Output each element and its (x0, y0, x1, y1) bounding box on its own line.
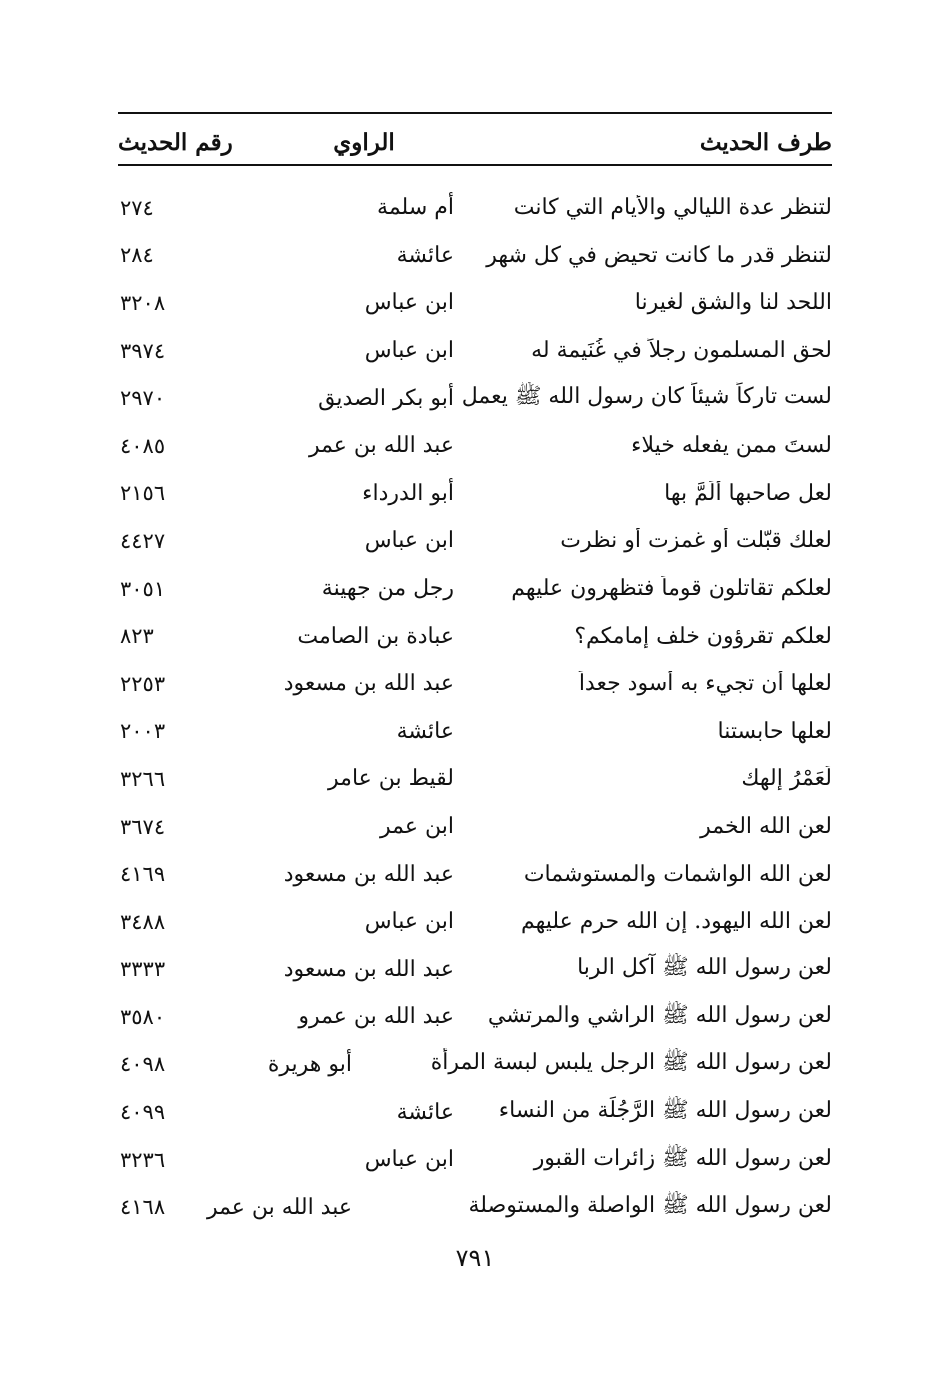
table-row (118, 470, 832, 518)
hadith-rawi: ابن عباس (364, 528, 454, 554)
hadith-rawi: عبد الله بن عمر (308, 433, 454, 459)
hadith-tarf: لعن رسول الله ﷺ زائرات القبور (533, 1145, 832, 1171)
hadith-number: ٣٤٨٨ (120, 909, 166, 934)
hadith-number: ٣٩٧٤ (120, 338, 166, 363)
hadith-number: ٤٠٩٨ (120, 1052, 166, 1077)
hadith-tarf: لتنظر عدة الليالي والأيام التي كانت (513, 195, 832, 221)
hadith-number: ٣٠٥١ (120, 576, 166, 601)
hadith-tarf: لعلكم تقرؤون خلف إمامكم؟ (574, 623, 832, 649)
hadith-rawi: رجل من جهينة (321, 576, 454, 602)
hadith-number: ٣٢٣٦ (120, 1147, 166, 1172)
hadith-rawi: ابن عباس (364, 290, 454, 316)
table-row (118, 1041, 832, 1089)
table-row (118, 708, 832, 756)
table-header (118, 120, 832, 166)
hadith-rawi: ابن عباس (364, 909, 454, 935)
hadith-number: ٢٧٤ (120, 195, 154, 220)
hadith-number: ٣٢٠٨ (120, 290, 166, 315)
hadith-number: ٤١٦٩ (120, 862, 166, 887)
hadith-tarf: لعن رسول الله ﷺ آكل الربا (577, 955, 832, 981)
hadith-tarf: لعل صاحبها ألَمَّ بها (664, 480, 832, 506)
hadith-rawi: أبو الدرداء (362, 480, 454, 506)
hadith-number: ٤٠٨٥ (120, 433, 166, 458)
hadith-rawi: عبد الله بن مسعود (283, 861, 454, 887)
hadith-tarf: لعن رسول الله ﷺ الرَّجُلَة من النساء (498, 1098, 832, 1124)
table-row (118, 184, 832, 232)
hadith-rawi: عبد الله بن مسعود (283, 671, 454, 697)
hadith-tarf: لعلها أن تجيء به أسود جعداً (578, 671, 832, 697)
hadith-number: ٢٠٠٣ (120, 719, 166, 744)
hadith-tarf: لعن رسول الله ﷺ الرجل يلبس لبسة المرأة (430, 1050, 832, 1076)
table-row (118, 755, 832, 803)
hadith-tarf: لعن الله اليهود. إن الله حرم عليهم (520, 909, 832, 935)
hadith-list (118, 184, 832, 1231)
header-tarf: طرف الحديث (699, 128, 832, 156)
hadith-rawi: عبد الله بن مسعود (283, 956, 454, 982)
table-row (118, 850, 832, 898)
hadith-number: ٢٩٧٠ (120, 386, 166, 411)
hadith-tarf: لتنظر قدر ما كانت تحيض في كل شهر (486, 242, 832, 268)
table-row (118, 565, 832, 613)
hadith-tarf: اللحد لنا والشق لغيرنا (634, 290, 832, 316)
hadith-tarf: لعن رسول الله ﷺ الواصلة والمستوصلة (468, 1193, 832, 1219)
hadith-tarf: لعلكم تقاتلون قوماً فتظهرون عليهم (511, 576, 832, 602)
hadith-tarf: لعن الله الواشمات والمستوشمات (523, 861, 832, 887)
hadith-rawi: أم سلمة (377, 195, 454, 221)
table-row (118, 232, 832, 280)
hadith-tarf: لعن رسول الله ﷺ الراشي والمرتشي (487, 1002, 832, 1028)
hadith-tarf: لعلها حابستنا (717, 718, 832, 744)
hadith-rawi: ابن عمر (380, 814, 454, 840)
hadith-rawi: أبو بكر الصديق (318, 385, 454, 411)
table-row (118, 1183, 832, 1231)
hadith-rawi: عائشة (396, 242, 454, 268)
hadith-number: ٤١٦٨ (120, 1195, 166, 1220)
hadith-tarf: لست تاركاً شيئاً كان رسول الله ﷺ يعمل (462, 384, 832, 410)
hadith-number: ٢١٥٦ (120, 481, 166, 506)
hadith-rawi: عبد الله بن عمرو (298, 1004, 454, 1030)
hadith-rawi: أبو هريرة (267, 1051, 352, 1077)
hadith-number: ٣٦٧٤ (120, 814, 166, 839)
table-row (118, 993, 832, 1041)
table-row (118, 1088, 832, 1136)
index-page (118, 112, 832, 1231)
table-row (118, 946, 832, 994)
hadith-rawi: عبادة بن الصامت (297, 623, 454, 649)
hadith-number: ٤٤٢٧ (120, 528, 166, 553)
hadith-number: ٣٢٦٦ (120, 766, 166, 791)
hadith-number: ٤٠٩٩ (120, 1100, 166, 1125)
hadith-number: ٨٢٣ (120, 624, 154, 649)
hadith-rawi: ابن عباس (364, 338, 454, 364)
hadith-number: ٣٣٣٣ (120, 957, 166, 982)
table-row (118, 612, 832, 660)
hadith-rawi: عبد الله بن عمر (206, 1194, 352, 1220)
table-row (118, 898, 832, 946)
table-row (118, 1136, 832, 1184)
top-rule (118, 112, 832, 114)
header-rawi: الراوي (333, 128, 395, 156)
table-row (118, 660, 832, 708)
table-row (118, 374, 832, 422)
hadith-rawi: ابن عباس (364, 1147, 454, 1173)
table-row (118, 279, 832, 327)
hadith-tarf: لَعَمْرُ إلهك (741, 766, 832, 792)
table-row (118, 422, 832, 470)
hadith-number: ٣٥٨٠ (120, 1004, 166, 1029)
hadith-number: ٢٢٥٣ (120, 671, 166, 696)
table-row (118, 803, 832, 851)
hadith-tarf: لحق المسلمون رجلاً في غُنَيمة له (531, 338, 832, 364)
hadith-tarf: لعن الله الخمر (700, 814, 832, 840)
hadith-tarf: لستَ ممن يفعله خيلاء (631, 433, 832, 459)
table-row (118, 517, 832, 565)
hadith-tarf: لعلك قبّلت أو غمزت أو نظرت (560, 528, 832, 554)
hadith-rawi: لقيط بن عامر (328, 766, 454, 792)
hadith-number: ٢٨٤ (120, 243, 154, 268)
header-raqm: رقم الحديث (118, 128, 233, 156)
table-row (118, 327, 832, 375)
page-number: ٧٩١ (455, 1244, 495, 1272)
hadith-rawi: عائشة (396, 1099, 454, 1125)
hadith-rawi: عائشة (396, 718, 454, 744)
